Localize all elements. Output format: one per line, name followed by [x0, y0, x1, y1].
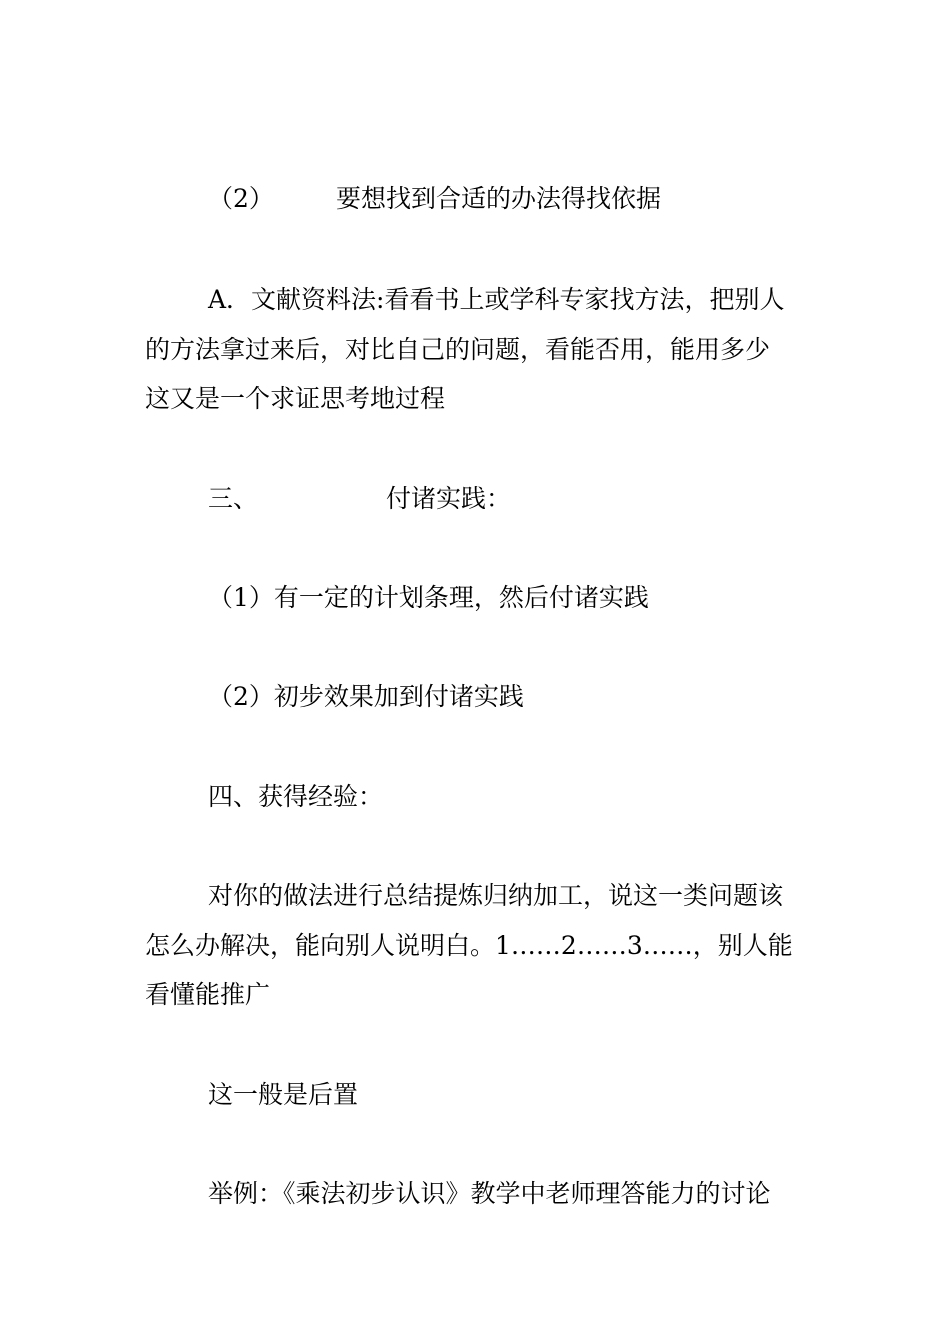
paragraph-line: 这一般是后置	[208, 1080, 359, 1109]
paragraph-line: A．文献资料法:看看书上或学科专家找方法，把别人	[208, 285, 785, 314]
section-heading-4: 四、获得经验：	[208, 782, 384, 811]
section-3-number: 三、	[208, 484, 259, 513]
paragraph-line: 怎么办解决，能向别人说明白。1……2……3……，别人能	[145, 931, 793, 960]
subheading-2-number: （2）	[208, 184, 274, 213]
paragraph-line: 举例：《乘法初步认识》教学中老师理答能力的讨论	[208, 1179, 771, 1208]
paragraph-line: 对你的做法进行总结提炼归纳加工，说这一类问题该	[208, 881, 784, 910]
paragraph-line: 的方法拿过来后，对比自己的问题，看能否用，能用多少	[145, 335, 771, 364]
subheading-2	[208, 174, 810, 224]
section-heading-3	[208, 474, 810, 524]
section-3-title: 付诸实践：	[386, 484, 512, 513]
paragraph-line: 看懂能推广	[145, 980, 271, 1009]
subheading-2-text: 要想找到合适的办法得找依据	[336, 184, 662, 213]
list-item: （1）有一定的计划条理，然后付诸实践	[208, 583, 649, 612]
paragraph-line: 这又是一个求证思考地过程	[145, 384, 446, 413]
list-item: （2）初步效果加到付诸实践	[208, 682, 524, 711]
